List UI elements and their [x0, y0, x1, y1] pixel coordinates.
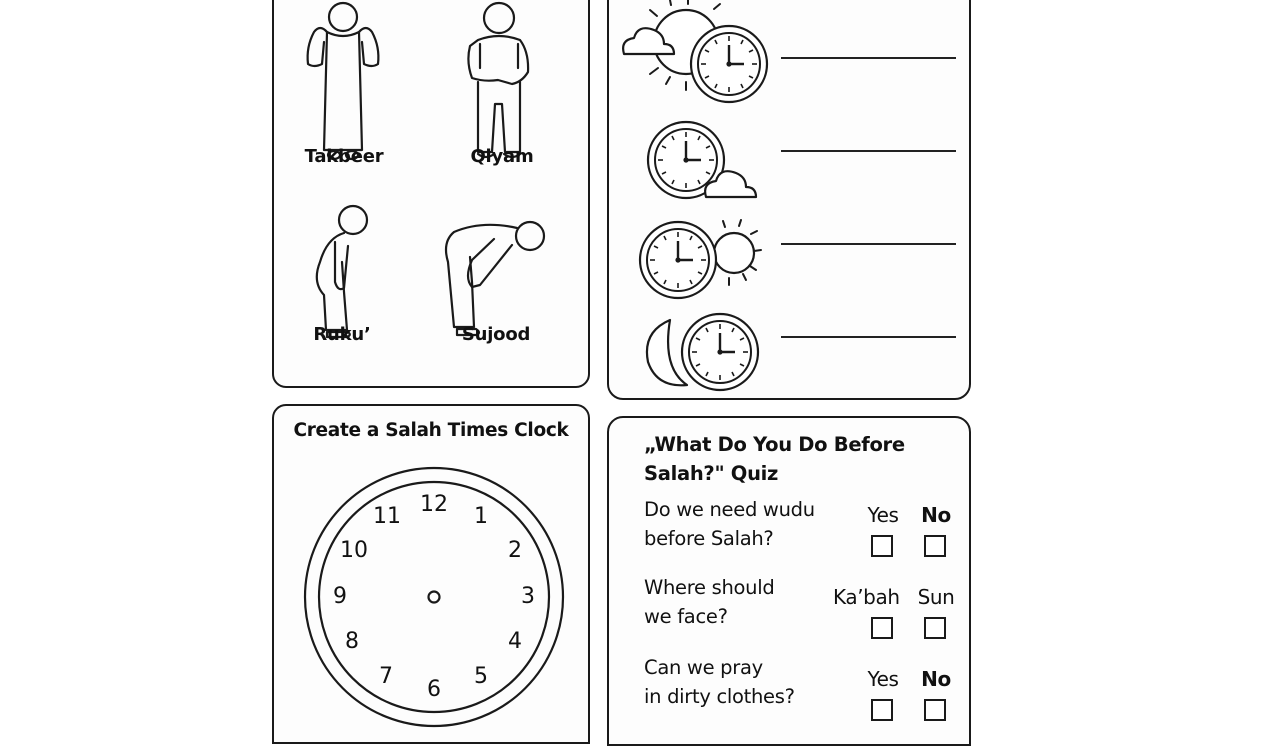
quiz-title-line1: „What Do You Do Before: [644, 433, 905, 456]
q3-option-no-label: No: [921, 667, 951, 691]
night-moon-clock-icon: [647, 314, 758, 390]
qiyam-figure-icon: [468, 3, 528, 157]
sujood-figure-icon: [446, 222, 544, 335]
q2-option-sun-label: Sun: [917, 585, 955, 609]
qiyam-label: Qlyam: [470, 146, 534, 167]
question-3-line1: Can we pray: [644, 656, 763, 679]
clock-number-5: 5: [474, 664, 488, 689]
prayer-times-panel: [607, 0, 971, 400]
q2-kabah-checkbox[interactable]: [871, 617, 893, 639]
time-of-day-icons: [609, 0, 973, 402]
question-3-line2: in dirty clothes?: [644, 685, 795, 708]
quiz-question-2: [644, 573, 774, 631]
q1-option-no-label: No: [921, 503, 951, 527]
sunset-clock-sun-icon: [640, 220, 761, 298]
q3-yes-checkbox[interactable]: [871, 699, 893, 721]
answer-line-1[interactable]: [781, 57, 956, 59]
afternoon-clock-cloud-icon: [648, 122, 756, 198]
q1-option-yes-label: Yes: [867, 503, 899, 527]
answer-line-2[interactable]: [781, 150, 956, 152]
question-1-line1: Do we need wudu: [644, 498, 815, 521]
question-2-line1: Where should: [644, 576, 775, 599]
clock-center-icon: [429, 592, 440, 603]
clock-number-6: 6: [427, 677, 441, 702]
q1-no-checkbox[interactable]: [924, 535, 946, 557]
sujood-label: Sujood: [461, 324, 531, 345]
clock-number-11: 11: [373, 504, 401, 529]
question-2-line2: we face?: [644, 605, 728, 628]
prayer-positions-panel: [272, 0, 590, 388]
clock-number-12: 12: [420, 492, 448, 517]
clock-panel-title: Create a Salah Times Clock: [293, 420, 569, 441]
quiz-question-3: [644, 653, 795, 711]
quiz-title: [644, 430, 905, 488]
q3-no-checkbox[interactable]: [924, 699, 946, 721]
takbeer-label: Takbeer: [304, 146, 384, 167]
clock-number-9: 9: [333, 584, 347, 609]
clock-number-7: 7: [379, 664, 393, 689]
q2-sun-checkbox[interactable]: [924, 617, 946, 639]
q3-option-yes-label: Yes: [867, 667, 899, 691]
answer-line-3[interactable]: [781, 243, 956, 245]
clock-number-1: 1: [474, 504, 488, 529]
clock-number-3: 3: [521, 584, 535, 609]
clock-number-10: 10: [340, 538, 368, 563]
morning-sun-cloud-clock-icon: [623, 0, 767, 102]
q1-yes-checkbox[interactable]: [871, 535, 893, 557]
question-1-line2: before Salah?: [644, 527, 774, 550]
quiz-title-line2: Salah?" Quiz: [644, 462, 779, 485]
clock-number-8: 8: [345, 629, 359, 654]
ruku-label: Ruku’: [313, 324, 371, 345]
clock-number-4: 4: [508, 629, 522, 654]
clock-number-2: 2: [508, 538, 522, 563]
q2-option-kabah-label: Ka’bah: [833, 585, 900, 609]
salah-clock-panel: [272, 404, 590, 744]
answer-line-4[interactable]: [781, 336, 956, 338]
quiz-question-1: [644, 495, 815, 553]
takbeer-figure-icon: [308, 3, 379, 159]
ruku-figure-icon: [317, 206, 367, 337]
quiz-panel: [607, 416, 971, 746]
